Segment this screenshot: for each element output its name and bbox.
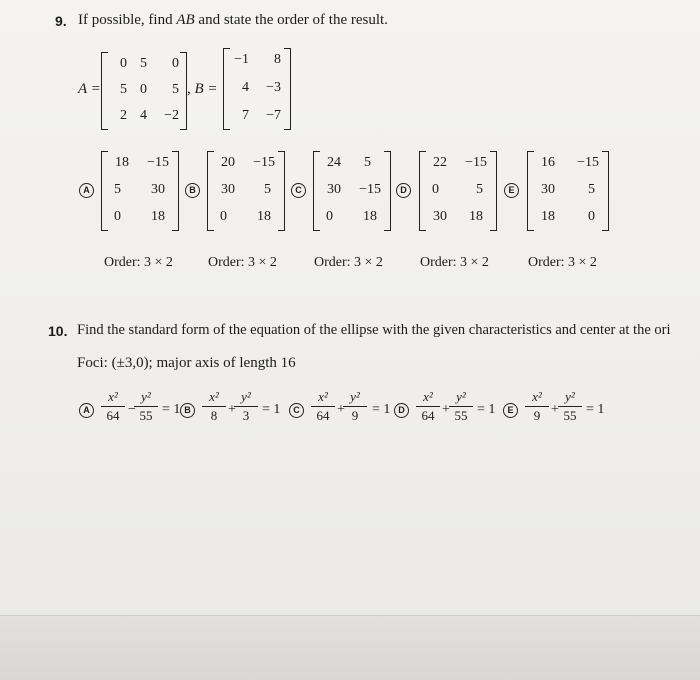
option-a-marker[interactable]: A [79,183,94,198]
option-matrix-cell: 0 [114,209,121,224]
matrix-a-cell: 2 [120,108,127,123]
option-c-order: Order: 3 × 2 [314,255,383,270]
option-e-operator: + [551,402,559,417]
question-10-text: Find the standard form of the equation of the ellipse with the given characteristics and center at the ori [77,322,671,338]
option-a-order: Order: 3 × 2 [104,255,173,270]
option-d-marker[interactable]: D [396,183,411,198]
option-matrix-cell: 0 [432,182,439,197]
option-e-y-fraction: y² 55 [558,389,582,424]
matrix-a-label: A = [78,81,101,97]
option-matrix-cell: 0 [220,209,227,224]
option-b-matrix [207,151,285,231]
matrix-a-cell: 0 [172,56,179,71]
option-d-order: Order: 3 × 2 [420,255,489,270]
option-b-y-fraction: y² 3 [234,389,258,424]
option-matrix-cell: −15 [465,155,487,170]
option-matrix-cell: −15 [359,182,381,197]
option-matrix-cell: −15 [253,155,275,170]
matrix-a-cell: 0 [140,82,147,97]
option-b-marker[interactable]: B [180,403,195,418]
option-e-order: Order: 3 × 2 [528,255,597,270]
option-b-marker[interactable]: B [185,183,200,198]
option-c-rhs: = 1 [372,402,391,417]
option-matrix-cell: 18 [363,209,377,224]
option-matrix-cell: 30 [433,209,447,224]
option-c-matrix [313,151,391,231]
matrix-a-cell: −2 [164,108,179,123]
option-matrix-cell: 24 [327,155,341,170]
option-e-marker[interactable]: E [504,183,519,198]
option-matrix-cell: 30 [327,182,341,197]
matrix-a-cell: 5 [140,56,147,71]
option-matrix-cell: 18 [151,209,165,224]
matrix-b-cell: −7 [266,108,281,123]
option-c-marker[interactable]: C [291,183,306,198]
option-e-marker[interactable]: E [503,403,518,418]
option-c-x-fraction: x² 64 [311,389,335,424]
option-d-marker[interactable]: D [394,403,409,418]
option-matrix-cell: 5 [364,155,371,170]
option-b-rhs: = 1 [262,402,281,417]
option-matrix-cell: 5 [476,182,483,197]
matrix-b-cell: 4 [242,80,249,95]
option-matrix-cell: 16 [541,155,555,170]
option-matrix-cell: 5 [264,182,271,197]
option-b-operator: + [228,402,236,417]
option-matrix-cell: 20 [221,155,235,170]
matrix-a-cell: 5 [172,82,179,97]
matrix-a-cell: 5 [120,82,127,97]
matrix-a [101,52,187,130]
option-a-y-fraction: y² 55 [134,389,158,424]
question-10-foci: Foci: (±3,0); major axis of length 16 [77,355,296,371]
option-d-y-fraction: y² 55 [449,389,473,424]
option-matrix-cell: 0 [588,209,595,224]
option-matrix-cell: 30 [151,182,165,197]
question-9-number: 9. [55,13,67,29]
option-b-x-fraction: x² 8 [202,389,226,424]
option-matrix-cell: 18 [541,209,555,224]
page-bottom-edge [0,615,700,680]
option-c-operator: + [337,402,345,417]
option-d-operator: + [442,402,450,417]
option-matrix-cell: −15 [147,155,169,170]
matrix-b-cell: −1 [234,52,249,67]
matrix-a-cell: 4 [140,108,147,123]
option-matrix-cell: 18 [257,209,271,224]
matrix-b-cell: 8 [274,52,281,67]
option-matrix-cell: 18 [469,209,483,224]
option-a-x-fraction: x² 64 [101,389,125,424]
matrix-b-label: , B = [187,81,218,97]
option-matrix-cell: 22 [433,155,447,170]
option-e-rhs: = 1 [586,402,605,417]
option-matrix-cell: 5 [114,182,121,197]
option-d-x-fraction: x² 64 [416,389,440,424]
option-d-rhs: = 1 [477,402,496,417]
matrix-a-cell: 0 [120,56,127,71]
option-matrix-cell: 30 [221,182,235,197]
option-matrix-cell: −15 [577,155,599,170]
option-a-marker[interactable]: A [79,403,94,418]
option-b-order: Order: 3 × 2 [208,255,277,270]
option-a-rhs: = 1 [162,402,181,417]
option-matrix-cell: 18 [115,155,129,170]
matrix-b-cell: −3 [266,80,281,95]
option-e-matrix [527,151,609,231]
option-matrix-cell: 30 [541,182,555,197]
matrix-b [223,48,291,130]
option-matrix-cell: 0 [326,209,333,224]
matrix-b-cell: 7 [242,108,249,123]
option-a-operator: − [128,402,136,417]
option-c-y-fraction: y² 9 [343,389,367,424]
option-a-matrix [101,151,179,231]
question-10-number: 10. [48,323,68,339]
option-c-marker[interactable]: C [289,403,304,418]
option-matrix-cell: 5 [588,182,595,197]
question-9-text: If possible, find AB and state the order of the result. [78,12,388,28]
option-e-x-fraction: x² 9 [525,389,549,424]
option-d-matrix [419,151,497,231]
